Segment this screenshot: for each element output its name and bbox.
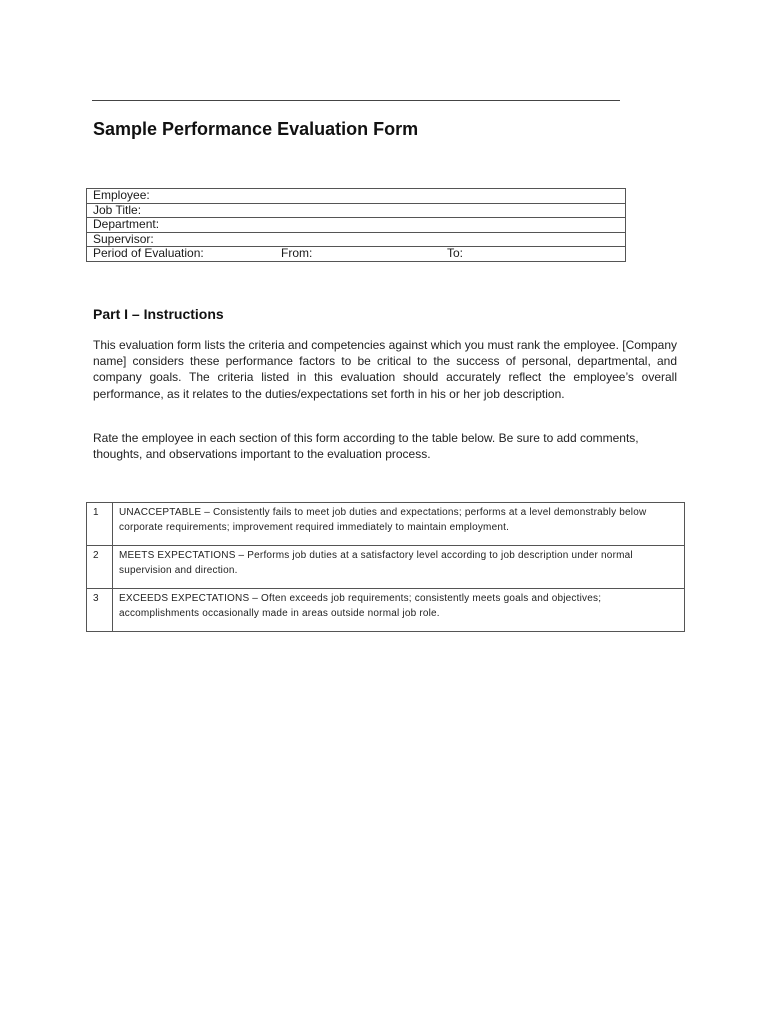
department-label: Department: <box>87 218 626 233</box>
from-label: From: <box>281 246 313 261</box>
period-row <box>87 247 626 262</box>
to-label: To: <box>447 246 464 261</box>
rating-instructions-paragraph: Rate the employee in each section of this form according to the table below. Be sure to add comments, thoughts, and observations important to the evaluation process. <box>93 431 639 462</box>
top-rule <box>92 100 620 101</box>
rating-row <box>87 589 685 632</box>
job-title-label: Job Title: <box>87 203 626 218</box>
employee-row <box>87 189 626 204</box>
supervisor-row <box>87 232 626 247</box>
rating-number: 1 <box>87 503 113 546</box>
period-label: Period of Evaluation: <box>93 246 204 261</box>
rating-description: MEETS EXPECTATIONS – Performs job duties at a satisfactory level according to job description under normal supervision and direction. <box>113 546 685 589</box>
rating-scale-table <box>86 502 685 632</box>
supervisor-label: Supervisor: <box>87 232 626 247</box>
instructions-paragraph: This evaluation form lists the criteria and competencies against which you must rank the employee. [Company name] considers these performance factors to be critical to the success of personal, departmental, and company goals. The criteria listed in this evaluation should accurately reflect the employee’s overall performance, as it relates to the duties/expectations set forth in his or her job description. <box>93 338 677 401</box>
rating-row <box>87 503 685 546</box>
section-heading-instructions: Part I – Instructions <box>93 306 224 322</box>
job-title-row <box>87 203 626 218</box>
employee-info-table <box>86 188 626 262</box>
page-title: Sample Performance Evaluation Form <box>93 119 419 139</box>
rating-number: 2 <box>87 546 113 589</box>
rating-row <box>87 546 685 589</box>
rating-description: UNACCEPTABLE – Consistently fails to meet job duties and expectations; performs at a level demonstrably below corporate requirements; improvement required immediately to maintain employment. <box>113 503 685 546</box>
period-cell <box>87 247 626 262</box>
rating-number: 3 <box>87 589 113 632</box>
department-row <box>87 218 626 233</box>
rating-description: EXCEEDS EXPECTATIONS – Often exceeds job requirements; consistently meets goals and objectives; accomplishments occasionally made in areas outside normal job role. <box>113 589 685 632</box>
employee-label: Employee: <box>87 189 626 204</box>
